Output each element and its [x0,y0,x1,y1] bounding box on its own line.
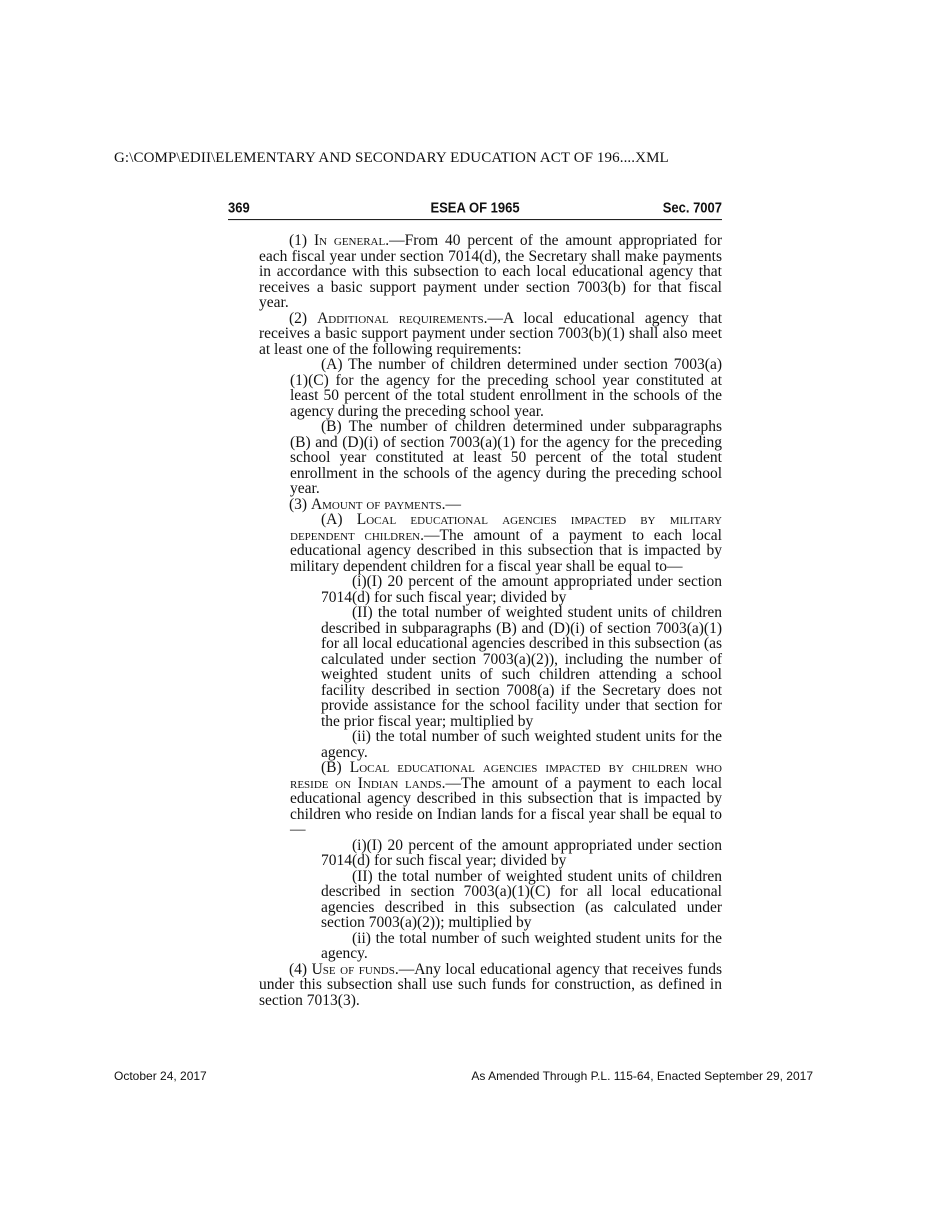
page-number: 369 [228,199,250,216]
paragraph-text: A local educational agency that receives a basic support payment under section 7003(b)(1) shall also meet at least one of the following requirements: [259,309,723,358]
subparagraph-3A: (A) Local educational agencies impacted by military dependent children.—The amount of a payment to each local educational agency described in this subsection that is impacted by military dependent children for a fiscal year shall be equal to— [290,511,722,575]
running-header [228,197,722,220]
clause-3B-ii: (ii) the total number of such weighted student units for the agency. [321,929,722,962]
subparagraph-heading: Local educational agencies impacted by military dependent children [290,511,722,544]
subparagraph-2B: (B) The number of children determined under subparagraphs (B) and (D)(i) of section 7003(a)(1) for the agency for the preceding school year constituted at least 50 percent of the total student enrollment in the schools of the agency during the preceding school year. [290,418,722,497]
paragraph-number: (1) [289,232,308,249]
paragraph-4: (4) Use of funds.—Any local educational agency that receives funds under this subsection shall use such funds for construction, as defined in section 7013(3). [259,960,722,1009]
file-path: G:\COMP\EDII\ELEMENTARY AND SECONDARY EDUCATION ACT OF 196....XML [114,150,669,166]
clause-3A-i-I: (i)(I) 20 percent of the amount appropriated under section 7014(d) for such fiscal year; divided by [321,573,722,606]
paragraph-number: (4) [289,960,308,978]
section-number: Sec. 7007 [662,199,722,216]
paragraph-3: (3) Amount of payments.— [289,495,461,513]
subparagraph-text: The amount of a payment to each local educational agency described in this subsection that is impacted by military dependent children for a fiscal year shall be equal to— [290,526,722,575]
paragraph-number: (3) [289,495,308,513]
paragraph-heading: Amount of payments [310,495,442,513]
clause-3A-ii: (ii) the total number of such weighted student units for the agency. [321,728,722,761]
subparagraph-2A: (A) The number of children determined under section 7003(a)(1)(C) for the agency for the preceding school year constituted at least 50 percent of the total student enrollment in the schools of the agency during the preceding school year. [290,356,722,420]
paragraph-text: Any local educational agency that receives funds under this subsection shall use such funds for construction, as defined in section 7013(3). [259,960,722,1009]
subparagraph-heading: Local educational agencies impacted by children who reside on Indian lands [290,759,722,792]
footer-amended-note: As Amended Through P.L. 115-64, Enacted September 29, 2017 [471,1069,813,1083]
paragraph-1: (1) In general.—From 40 percent of the amount appropriated for each fiscal year under section 7014(d), the Secretary shall make payments in accordance with this subsection to each local educational agency that receives a basic support payment under section 7003(b) for that fiscal year. [259,232,723,311]
act-title: ESEA OF 1965 [430,199,520,216]
subparagraph-number: (B) [321,759,342,776]
paragraph-text: From 40 percent of the amount appropriated for each fiscal year under section 7014(d), the Secretary shall make payments in accordance with this subsection to each local educational agency that receives a basic support payment under section 7003(b) for that fiscal year. [259,232,723,311]
paragraph-heading: Use of funds [311,960,395,978]
paragraph-number: (2) [289,309,308,327]
subparagraph-3B: (B) Local educational agencies impacted by children who reside on Indian lands.—The amount of a payment to each local educational agency described in this subsection that is impacted by children who reside on Indian lands for a fiscal year shall be equal to— [290,759,723,838]
statute-body [259,233,722,1008]
paragraph-heading: Additional requirements [317,309,484,327]
clause-3B-i-II: (II) the total number of weighted student units of children described in section 7003(a)(1)(C) for all local educational agencies described in this subsection (as calculated under section 7003(a)(2)); multiplied by [321,867,722,931]
clause-3B-i-I: (i)(I) 20 percent of the amount appropriated under section 7014(d) for such fiscal year; divided by [321,836,722,869]
paragraph-heading: In general [313,232,386,249]
subparagraph-text: The amount of a payment to each local educational agency described in this subsection that is impacted by children who reside on Indian lands for a fiscal year shall be equal to— [290,774,723,838]
paragraph-2: (2) Additional requirements.—A local educational agency that receives a basic support payment under section 7003(b)(1) shall also meet at least one of the following requirements: [259,309,723,358]
footer-date: October 24, 2017 [114,1069,207,1083]
clause-3A-i-II: (II) the total number of weighted student units of children described in subparagraphs (B) and (D)(i) of section 7003(a)(1) for all local educational agencies described in this subsection (as calculated under section 7003(a)(2)), including the number of weighted student units of such children attending a school facility described in section 7008(a) if the Secretary does not provide assistance for the school facility under that section for the prior fiscal year; multiplied by [321,604,722,730]
subparagraph-number: (A) [321,511,343,528]
